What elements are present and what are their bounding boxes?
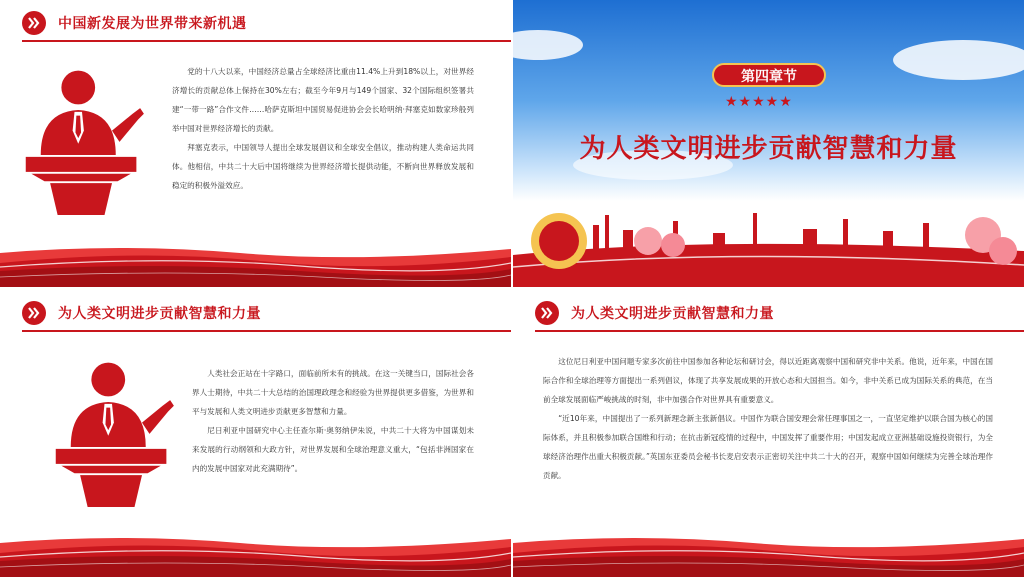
body-text (172, 62, 474, 195)
chevron-right-icon (22, 11, 46, 35)
header-divider (22, 40, 511, 42)
chevron-right-icon (22, 301, 46, 325)
speaker-icon (52, 352, 202, 512)
slide-title: 中国新发展为世界带来新机遇 (58, 16, 247, 32)
slide-4[interactable] (513, 290, 1024, 577)
header-divider (535, 330, 1024, 332)
paragraph: 拜塞克表示，中国领导人提出全球发展倡议和全球安全倡议，推动构建人类命运共同体。他相信，中共二十大后中国将继续为世界经济增长提供动能，不断向世界释放发展和稳定的积极外溢效应。 (172, 143, 474, 190)
wave-decoration (513, 529, 1024, 577)
speaker-icon (22, 60, 172, 220)
slide-title: 为人类文明进步贡献智慧和力量 (571, 306, 774, 322)
banner-title: 为人类文明进步贡献智慧和力量 (579, 134, 958, 164)
chapter-badge: 第四章节 (712, 63, 826, 87)
slide-2[interactable] (513, 0, 1024, 287)
slide-1[interactable] (0, 0, 511, 287)
chevron-right-icon (535, 301, 559, 325)
paragraph: “近10年来，中国提出了一系列新理念新主张新倡议。中国作为联合国安理会常任理事国之一，一直坚定维护以联合国为核心的国际体系，并且积极参加联合国维和行动；在抗击新冠疫情的过程中，中国发挥了重要作用；中国发起成立亚洲基础设施投资银行，为全球经济治理作出重大积极贡献。”英国东亚委员会秘书长麦启安表示正密切关注中共二十大的召开，观察中国如何继续为完善全球治理作贡献。 (543, 414, 993, 480)
paragraph: 尼日利亚中国研究中心主任查尔斯·奥努纳伊朱说，中共二十大将为中国谋划未来发展的行动纲领和大政方针，对世界发展和全球治理意义重大，“包括非洲国家在内的发展中国家对此充满期待”。 (192, 426, 474, 473)
star-row-icon: ★★★★★ (725, 94, 793, 110)
body-text (543, 352, 993, 485)
slide-header (22, 300, 261, 326)
slide-header (22, 10, 247, 36)
skyline-decoration (513, 185, 1024, 287)
paragraph: 人类社会正站在十字路口，面临前所未有的挑战。在这一关键当口，国际社会各界人士期待，中共二十大总结的治国理政理念和经验为世界提供更多借鉴，为世界和平与发展和人类文明进步贡献更多智慧和力量。 (192, 369, 474, 416)
cloud (893, 40, 1024, 80)
wave-decoration (0, 529, 511, 577)
wave-decoration (0, 239, 511, 287)
paragraph: 这位尼日利亚中国问题专家多次前往中国参加各种论坛和研讨会，得以近距离观察中国和研究非中关系。他说，近年来，中国在国际合作和全球治理等方面提出一系列倡议，体现了共享发展成果的开放心态和大国担当。如今，非中关系已成为国际关系的典范，在当前全球发展面临严峻挑战的时刻，非中加强合作对世界具有重要意义。 (543, 357, 993, 404)
header-divider (22, 330, 511, 332)
body-text (192, 364, 474, 478)
slide-3[interactable] (0, 290, 511, 577)
slide-header (535, 300, 774, 326)
slide-title: 为人类文明进步贡献智慧和力量 (58, 306, 261, 322)
paragraph: 党的十八大以来，中国经济总量占全球经济比重由11.4%上升到18%以上，对世界经济增长的贡献总体上保持在30%左右；截至今年9月与149个国家、32个国际组织签署共建“一带一路”合作文件……哈萨克斯坦中国贸易促进协会会长哈明纳·拜塞克如数家珍般列举中国对世界经济增长的贡献。 (172, 67, 474, 133)
